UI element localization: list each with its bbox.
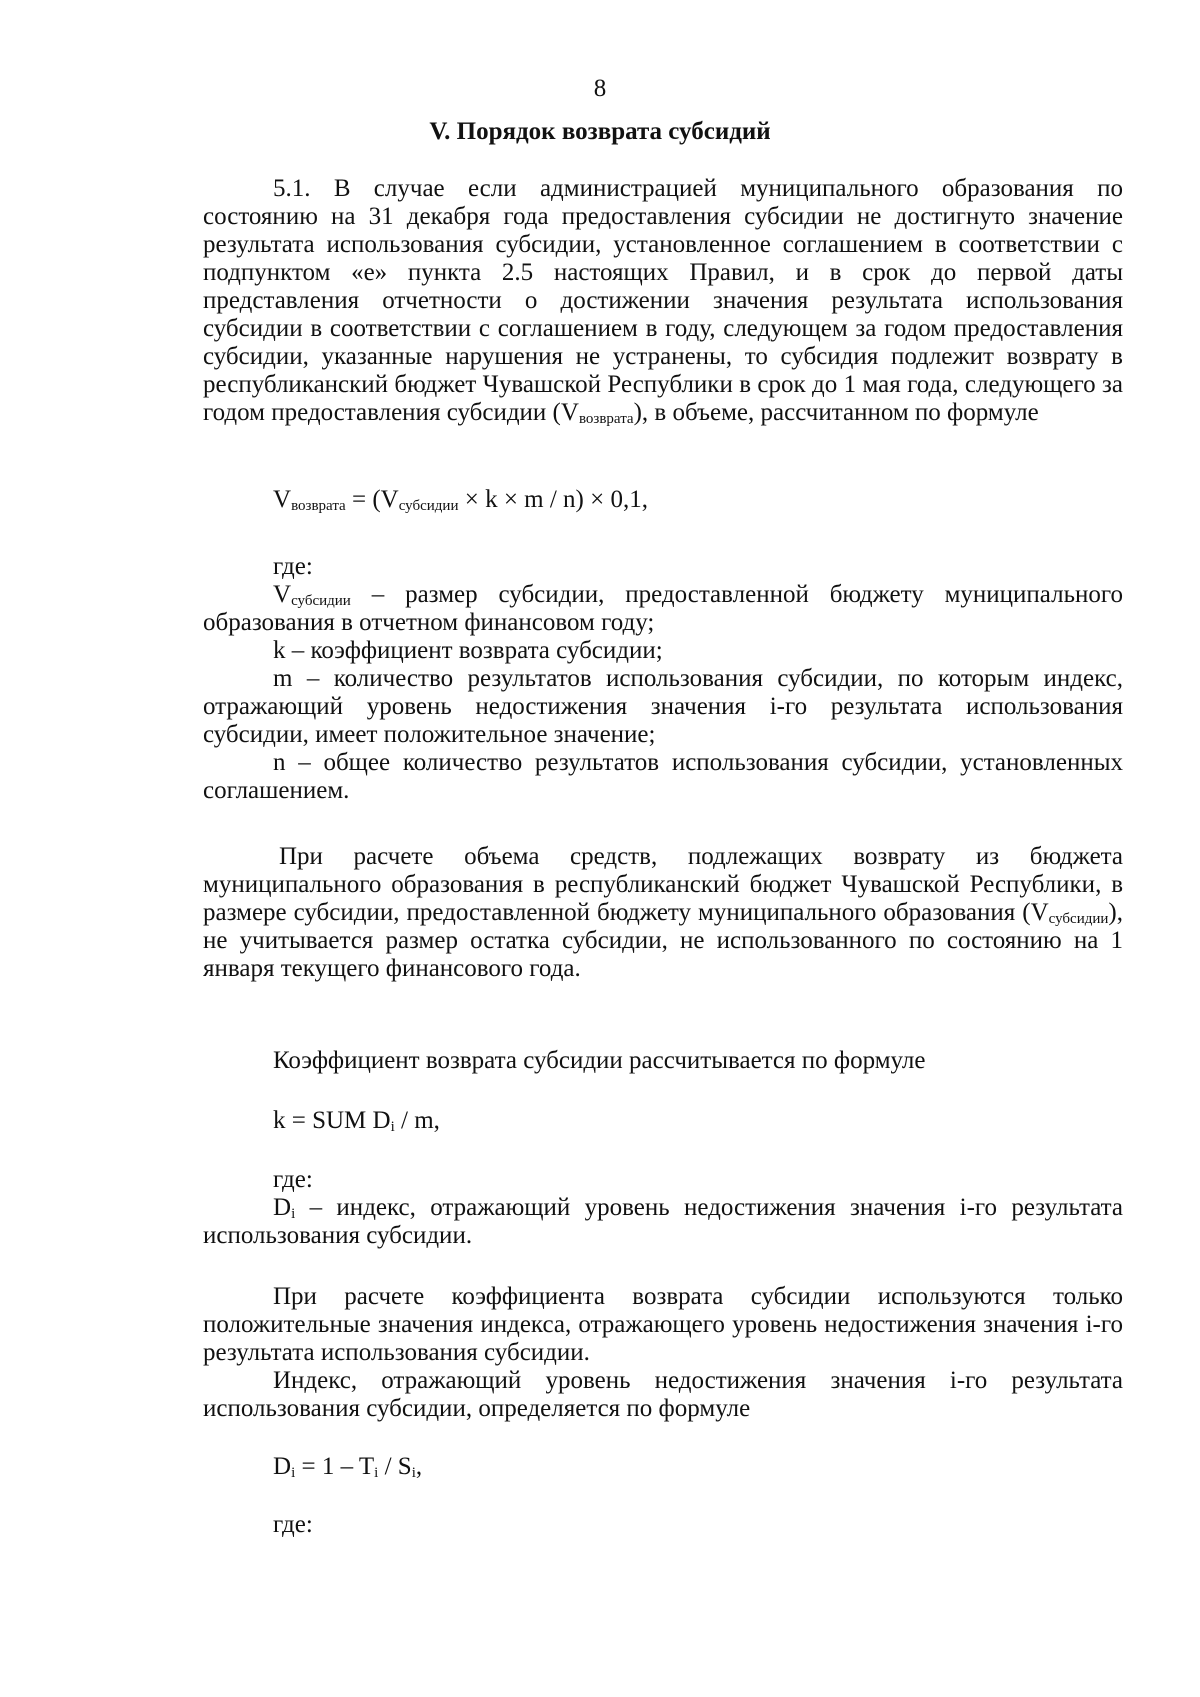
paragraph-coefficient: Коэффициент возврата субсидии рассчитывается по формуле (273, 1047, 926, 1074)
where-label: где: (273, 553, 313, 580)
definitions-block-1 (203, 553, 1123, 805)
section-title: V. Порядок возврата субсидий (429, 118, 771, 145)
paragraph-5-1 (203, 175, 1123, 427)
paragraph-positive-values (203, 1283, 1123, 1423)
definition-k: k – коэффициент возврата субсидии; (273, 637, 663, 664)
paragraph-text: При расчете объема средств, подлежащих возврату из бюджета муниципального образования в республиканский бюджет Чувашской Республики, в размере субсидии, предоставленной бюджету муниципального образования $(V_{субсидии})$, не учитывается размер остатка субсидии, не использованного по состоянию на 1 января текущего финансового года. (203, 843, 1123, 982)
paragraph-text: 5.1. В случае если администрацией муниципального образования по состоянию на 31 декабря года предоставления субсидии не достигнуто значение результата использования субсидии, установленное соглашением в соответствии с подпунктом «е» пункта 2.5 настоящих Правил, и в срок до первой даты представления отчетности о достижении значения результата использования субсидии в соответствии с соглашением в году, следующем за годом предоставления субсидии, указанные нарушения не устранены, то субсидия подлежит возврату в республиканский бюджет Чувашской Республики в срок до 1 мая года, следующего за годом предоставления субсидии $(V_{возврата})$, в объеме, рассчитанном по формуле (203, 175, 1123, 427)
page-number: 8 (593, 75, 607, 102)
definition-n: n – общее количество результатов использования субсидии, установленных соглашением. (203, 749, 1123, 804)
definitions-block-2 (203, 1166, 1123, 1250)
definition-di: $D_i$ – индекс, отражающий уровень недостижения значения i-го результата использования субсидии. (203, 1194, 1123, 1249)
where-label-3: где: (273, 1511, 313, 1538)
paragraph-calculation (203, 843, 1123, 983)
formula-k: k = SUM $D_i$ / m, (273, 1107, 440, 1135)
where-label: где: (273, 1166, 313, 1193)
paragraph-index-formula: Индекс, отражающий уровень недостижения значения i-го результата использования субсидии, определяется по формуле (203, 1367, 1123, 1422)
paragraph-text: При расчете коэффициента возврата субсидии используются только положительные значения индекса, отражающего уровень недостижения значения i-го результата использования субсидии. (203, 1283, 1123, 1366)
formula-di: $D_i = 1 - T_i / S_i$, (273, 1453, 423, 1481)
definition-m: m – количество результатов использования субсидии, по которым индекс, отражающий уровень недостижения значения i-го результата использования субсидии, имеет положительное значение; (203, 665, 1123, 748)
formula-v-return: $V_{возврата} = (V_{субсидии} \times k \times m / n) \times 0,1$, (273, 486, 648, 514)
definition-v-subsidy: $V_{субсидии}$ – размер субсидии, предоставленной бюджету муниципального образования в отчетном финансовом году; (203, 581, 1123, 636)
